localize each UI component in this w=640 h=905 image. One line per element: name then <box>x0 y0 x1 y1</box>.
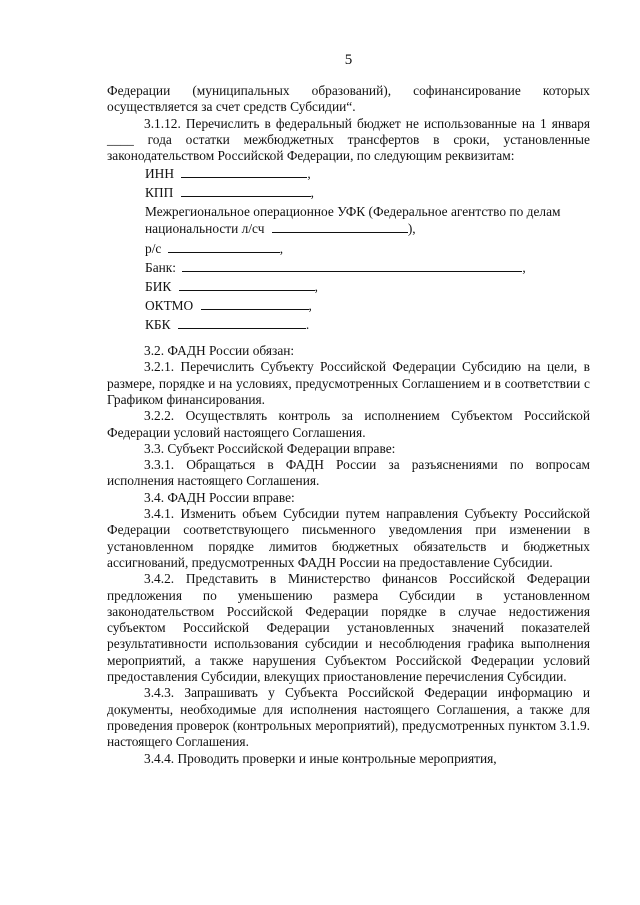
kbk-blank <box>178 317 306 329</box>
kpp-comma: , <box>310 185 314 201</box>
bik-label: БИК <box>145 279 172 295</box>
paragraph-3-3: 3.3. Субъект Российской Федерации вправе: <box>144 440 396 456</box>
requisite-rs <box>145 239 590 258</box>
paragraph-3-4: 3.4. ФАДН России вправе: <box>144 489 295 505</box>
ufk-account-blank <box>272 221 408 233</box>
kpp-blank <box>181 185 311 197</box>
inn-blank <box>181 166 307 178</box>
paragraph-federation-cofinancing: Федерации (муниципальных образований), софинансирование которых осуществляется за счет средств Субсидии“. <box>107 83 590 115</box>
paragraph-3-4-4: 3.4.4. Проводить проверки и иные контрольные мероприятия, <box>144 750 497 766</box>
bik-blank <box>179 279 315 291</box>
rs-label: р/с <box>145 241 162 257</box>
requisite-kpp <box>145 183 590 202</box>
oktmo-label: ОКТМО <box>145 298 194 314</box>
requisite-oktmo <box>145 296 590 315</box>
paragraph-3-2-2: 3.2.2. Осуществлять контроль за исполнением Субъектом Российской Федерации условий настоящего Соглашения. <box>107 408 590 440</box>
bank-comma: , <box>522 260 526 276</box>
requisite-bank <box>145 258 590 277</box>
oktmo-blank <box>201 298 309 310</box>
kbk-label: КБК <box>145 317 171 333</box>
paragraph-3-4-2: 3.4.2. Представить в Министерство финансов Российской Федерации предложения по уменьшению размера Субсидии в установленном законодательством Российской Федерации порядке в случае недостижения субъектом Российской Федерации установленных значений показателей результативности использования субсидии и несоблюдения графика выполнения мероприятий, а также нарушения Субъектом Российской Федерации условий предоставления Субсидии, влекущих приостановление перечисления Субсидии. <box>107 571 590 685</box>
requisite-ufk <box>145 204 590 237</box>
paragraph-3-4-1: 3.4.1. Изменить объем Субсидии путем направления Субъекту Российской Федерации соответствующего письменного уведомления при изменении в установленном порядке лимитов бюджетных обязательств и бюджетных ассигнований, предусмотренных ФАДН России на предоставление Субсидии. <box>107 506 590 570</box>
requisite-kbk <box>145 315 590 334</box>
page-number: 5 <box>344 52 353 68</box>
ufk-label: Межрегиональное операционное УФК (Федеральное агентство по делам национальности л/сч <box>145 204 561 236</box>
section-gap <box>107 334 590 343</box>
paragraph-3-2-1: 3.2.1. Перечислить Субъекту Российской Федерации Субсидию на цели, в размере, порядке и на условиях, предусмотренных Соглашением и в соответствии с Графиком финансирования. <box>107 359 590 407</box>
ufk-close: ), <box>407 220 416 236</box>
rs-blank <box>168 241 280 253</box>
rs-comma: , <box>279 241 284 257</box>
kbk-period: . <box>305 317 310 333</box>
paragraph-3-2: 3.2. ФАДН России обязан: <box>144 343 295 359</box>
paragraph-3-1-12: 3.1.12. Перечислить в федеральный бюджет не использованные на 1 января ____ года остатки межбюджетных трансфертов в сроки, установленные законодательством Российской Федерации, по следующим реквизитам: <box>107 115 590 164</box>
bank-blank <box>182 260 522 272</box>
requisite-bik <box>145 277 590 296</box>
bank-label: Банк: <box>145 260 177 276</box>
oktmo-comma: , <box>308 298 312 314</box>
paragraph-3-3-1: 3.3.1. Обращаться в ФАДН России за разъяснениями по вопросам исполнения настоящего Соглашения. <box>107 457 590 489</box>
inn-comma: , <box>307 166 311 182</box>
paragraph-3-4-3: 3.4.3. Запрашивать у Субъекта Российской Федерации информацию и документы, необходимые для исполнения настоящего Соглашения, а также для проведения проверок (контрольных мероприятий), предусмотренных пунктом 3.1.9. настоящего Соглашения. <box>107 685 590 750</box>
bik-comma: , <box>314 279 319 295</box>
requisite-inn <box>145 164 590 183</box>
inn-label: ИНН <box>145 166 175 182</box>
kpp-label: КПП <box>145 185 174 201</box>
